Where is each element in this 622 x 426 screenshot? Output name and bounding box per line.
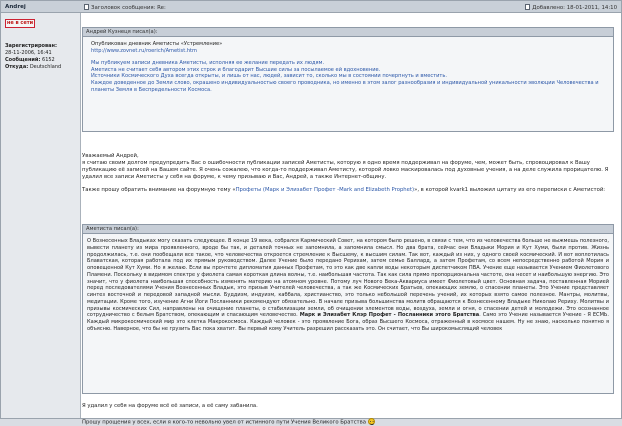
document-icon[interactable] bbox=[525, 4, 530, 10]
document-icon bbox=[84, 4, 89, 10]
quote-header: Аметиста писал(а): bbox=[83, 225, 613, 234]
registered-label: Зарегистрирован: bbox=[5, 43, 57, 49]
quote-block-2 bbox=[82, 224, 614, 394]
registered-value: 28-11-2006, 16:41 bbox=[5, 50, 52, 56]
offline-status-button[interactable]: не в сети bbox=[6, 20, 34, 26]
quote-line: планеты Земля в Беспредельности Космоса. bbox=[91, 86, 212, 93]
quote-line: Опубликован дневник Аметисты «Устремление» bbox=[91, 41, 223, 47]
quote-line: Каждое доведенное до Земли слово, окрашено индивидуальностью своего проводника, но именно в этом залог разнообразия и индивидуальной уникальности эволюции Человечества и bbox=[91, 79, 599, 86]
reply-paragraph: я считаю своим долгом предупредить Вас о ошибочности публикации записей Аметисты, которую я одно время поддерживал на форуме, чем, может быть, спровоцировал к Вашу публикацию её записей на Вашем сайте. Я очень сожалею, что когда-то поддерживал Аметисту, которой ловко маскировалась под духовные учения, а на деле служила прорицателю. Я удалил все записи Аметисты у себя на форуме, к чему призываю и Вас, Андрей, а также Интернет-общину. bbox=[82, 159, 609, 180]
greeting: Уважаемый Андрей, bbox=[82, 153, 139, 159]
post-date bbox=[525, 4, 617, 11]
post-date-text: Добавлено: 18-01-2011, 14:10 bbox=[532, 5, 617, 11]
footer-request: Прошу прощения у всех, если я кого-то невольно увел от истинного пути Учения Великого Братства bbox=[82, 418, 375, 426]
post-header bbox=[1, 1, 621, 13]
footer-removed: Я удалил у себя на форуме всё её записи, а её саму забанила. bbox=[82, 403, 258, 409]
quote-body bbox=[83, 37, 613, 93]
post-subject-text: Заголовок сообщения: Re: bbox=[91, 5, 166, 11]
post-author[interactable]: Andrej bbox=[5, 4, 26, 10]
post-body bbox=[82, 13, 621, 426]
messages-row: Сообщений: 6152 bbox=[5, 57, 55, 63]
author-sidebar bbox=[1, 13, 81, 418]
quote-line: Аметиста не считает себя автором этих строк и благодарит Высшие силы за посылаемое ей вдохновение. bbox=[91, 66, 381, 73]
quote-line: Источники Космического Духа всегда открыты, и лишь от нас, людей, зависит то, сколько мы в состоянии почерпнуть и вместить. bbox=[91, 73, 448, 80]
quote-header: Андрей Кузнеця писал(а): bbox=[83, 28, 613, 37]
post-subject bbox=[84, 4, 166, 11]
attention-line: Также прошу обратить внимание на форумную тему «Профеты (Марк и Элизабет Профет -Mark and Elizabeth Prophet)», в которой kvark1 выложил цитату из его переписки с Аметистой: bbox=[82, 186, 606, 193]
quote-line: Мы публикуем записи дневника Аметисты, исполняя ее желание передать их людям. bbox=[91, 60, 325, 67]
quote-block-1 bbox=[82, 27, 614, 132]
quote-body: О Вознесенных Владыках могу сказать следующее. В конце 19 века, собрался Кармический Совет, на котором было решено, в связи с тем, что из человечества больше не выжмешь полезного, вывести планету из мира проявленного, вроде бы так, и деталей точных не запомнила, а запомнила смысл. Но два брата, сейчас они Владыки Мория и Кут Хуми, были против. Жизнь продолжилась, т.е. они пообещали все такое, что человечества откроется стремление к Высшему, к высшим силам. Так вот, каждый из них, у одного своей космический. И вот воплотилась Блаватская, которая работала под их прямым руководством. Далее Учение было передано Рерихам, затем семье Баллард, а затем Профетам, со всем непосредственно работой Мория и оповещенной Кут Хуми. Но я желаю. Если вы прочтете дипломатия данных Профетам, то это как две капли воды некоторым диспетчиком ПВА. Учение еще называется Учением Фиолетового Пламени. Поскольку в видимом спектре у фиолета самая короткая длина волны, т.е. наибольшая частота. Так как сила прямо пропорциональна частоте, она несет и наибольшую энергию. Это значит, что у фиолета наибольшая способность изменять материю на атомном уровне. Потому луч Нового Века-Аквариуса имеет Фиолетовый цвет. Основная задача, поставленная Морией перед последователями Учения Вознесенных Владык, это призыв Учителей человечества, а так же Космических Братьев, опекающих землю, о спасении планеты. Это Учение представляет синтез восточной и передовой западной мысли. Буддизм, индуизм, каббала, христианство, это только небольшой перечень учений, их которых взято самое полезное. Мантры, молитвы, медитации. Кроме того, изучение Агни Йоги Посланники рекомендуют обязательно. В начале призыва большинства молитв обращаются к Вознесенному Владыке Николаю Рериху. Молитвы и призывы космических Сил, направлены на очищение планеты, о стабилизации земли, об очищении элементов воды, воздуха, земли и огня, о спасении детей и молодежи. Это осознанное сотрудничество с белым Братством, опекающим и спасающим человечество. Марк и Элизабет Клэр Профет - Посланники этого Братства. Само это Учение называется Учение - Я ЕСМЬ. Каждый микрокосмический мир это клетка Макрокосмоса. Каждый человек - это проявление Бога, образ Высшего Космоса, отраженный в космосе нашем. Ну не знаю, насколько понятно я объясню. Наверное, что бы не грузить Вас пока хватит. Вы первый кому Учитель разрешил рассказать это. Он считает, что Вы широкомыслящий человек bbox=[87, 238, 610, 332]
topic-link[interactable]: Профеты (Марк и Элизабет Профет -Mark and Elizabeth Prophet) bbox=[235, 186, 415, 193]
smiley-icon bbox=[368, 418, 375, 425]
from-row: Откуда: Deutschland bbox=[5, 64, 62, 70]
bold-text: Марк и Элизабет Клэр Профет - Посланники этого Братства bbox=[299, 312, 480, 319]
reply-text bbox=[82, 153, 617, 194]
quote-link[interactable]: http://www.zovnet.ru/roerich/Ametist.htm bbox=[91, 47, 198, 54]
author-meta bbox=[5, 43, 81, 71]
